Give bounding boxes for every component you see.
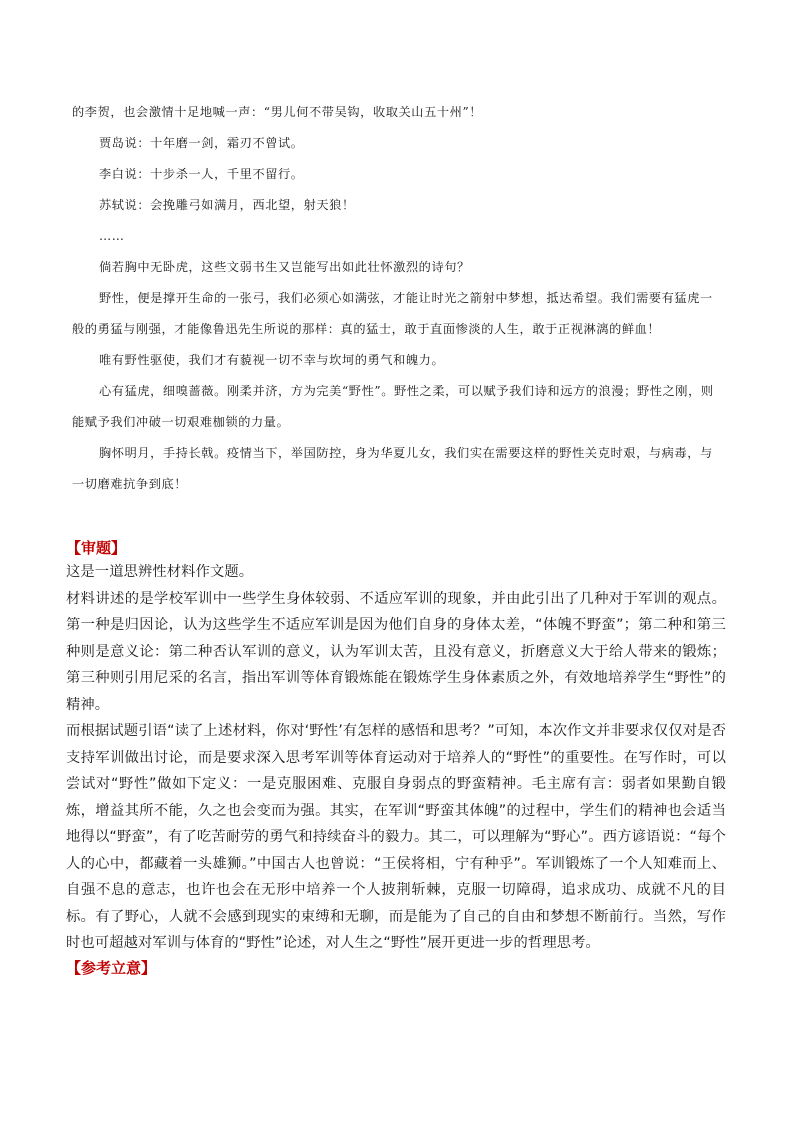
section-heading-shenti: 【审题】 xyxy=(66,539,127,557)
section-heading-cankao-liyi: 【参考立意】 xyxy=(66,958,157,977)
essay-paragraph: 野性，便是撑开生命的一张弓，我们必须心如满弦，才能让时光之箭射中梦想，抵达希望。我们需要有猛虎一般的勇猛与刚强，才能像鲁迅先生所说的那样：真的猛士，敢于直面惨淡的人生，敢于正视淋漓的鲜血！ xyxy=(72,291,713,336)
analysis-section xyxy=(66,537,726,979)
essay-excerpt xyxy=(72,97,722,500)
essay-paragraph: 唯有野性驱使，我们才有藐视一切不幸与坎坷的勇气和魄力。 xyxy=(99,353,445,367)
essay-paragraph: 的李贺，也会激情十足地喊一声：“男儿何不带吴钩，收取关山五十州”！ xyxy=(72,105,483,119)
analysis-paragraph: 材料讲述的是学校军训中一些学生身体较弱、不适应军训的现象，并由此引出了几种对于军训的观点。第一种是归因论，认为这些学生不适应军训是因为他们自身的身体太差，“体魄不野蛮”；第二种和第三种则是意义论：第二种否认军训的意义，认为军训太苦，且没有意义，折磨意义大于给人带来的锻炼；第三种则引用尼采的名言，指出军训等体育锻炼能在锻炼学生身体素质之外，有效地培养学生“野性”的精神。 xyxy=(66,590,726,713)
essay-paragraph: 李白说：十步杀一人，千里不留行。 xyxy=(99,167,304,181)
essay-paragraph: 贾岛说：十年磨一剑，霜刃不曾试。 xyxy=(99,136,304,150)
essay-ellipsis: …… xyxy=(99,229,125,243)
essay-paragraph: 苏轼说：会挽雕弓如满月，西北望，射天狼！ xyxy=(99,198,355,212)
essay-paragraph: 心有猛虎，细嗅蔷薇。刚柔并济，方为完美“野性”。野性之柔，可以赋予我们诗和远方的浪漫；野性之刚，则能赋予我们冲破一切艰难枷锁的力量。 xyxy=(72,384,714,429)
analysis-paragraph: 而根据试题引语“读了上述材料，你对‘野性’有怎样的感悟和思考？”可知，本次作文并非要求仅仅对是否支持军训做出讨论，而是要求深入思考军训等体育运动对于培养人的“野性”的重要性。在写作时，可以尝试对“野性”做如下定义：一是克服困难、克服自身弱点的野蛮精神。毛主席有言：弱者如果勤自锻炼，增益其所不能，久之也会变而为强。其实，在军训“野蛮其体魄”的过程中，学生们的精神也会适当地得以“野蛮”，有了吃苦耐劳的勇气和持续奋斗的毅力。其二，可以理解为“野心”。西方谚语说：“每个人的心中，都藏着一头雄狮。”中国古人也曾说：“王侯将相，宁有种乎”。军训锻炼了一个人知难而上、自强不息的意志，也许也会在无形中培养一个人披荆斩棘，克服一切障碍，追求成功、成就不凡的目标。有了野心，人就不会感到现实的束缚和无聊，而是能为了自己的自由和梦想不断前行。当然，写作时也可超越对军训与体育的“野性”论述，对人生之“野性”展开更进一步的哲理思考。 xyxy=(66,723,726,951)
essay-paragraph: 倘若胸中无卧虎，这些文弱书生又岂能写出如此壮怀激烈的诗句？ xyxy=(99,260,470,274)
analysis-paragraph: 这是一道思辨性材料作文题。 xyxy=(66,564,254,580)
essay-paragraph: 胸怀明月，手持长戟。疫情当下，举国防控，身为华夏儿女，我们实在需要这样的野性关克时艰，与病毒，与一切磨难抗争到底！ xyxy=(72,446,713,491)
